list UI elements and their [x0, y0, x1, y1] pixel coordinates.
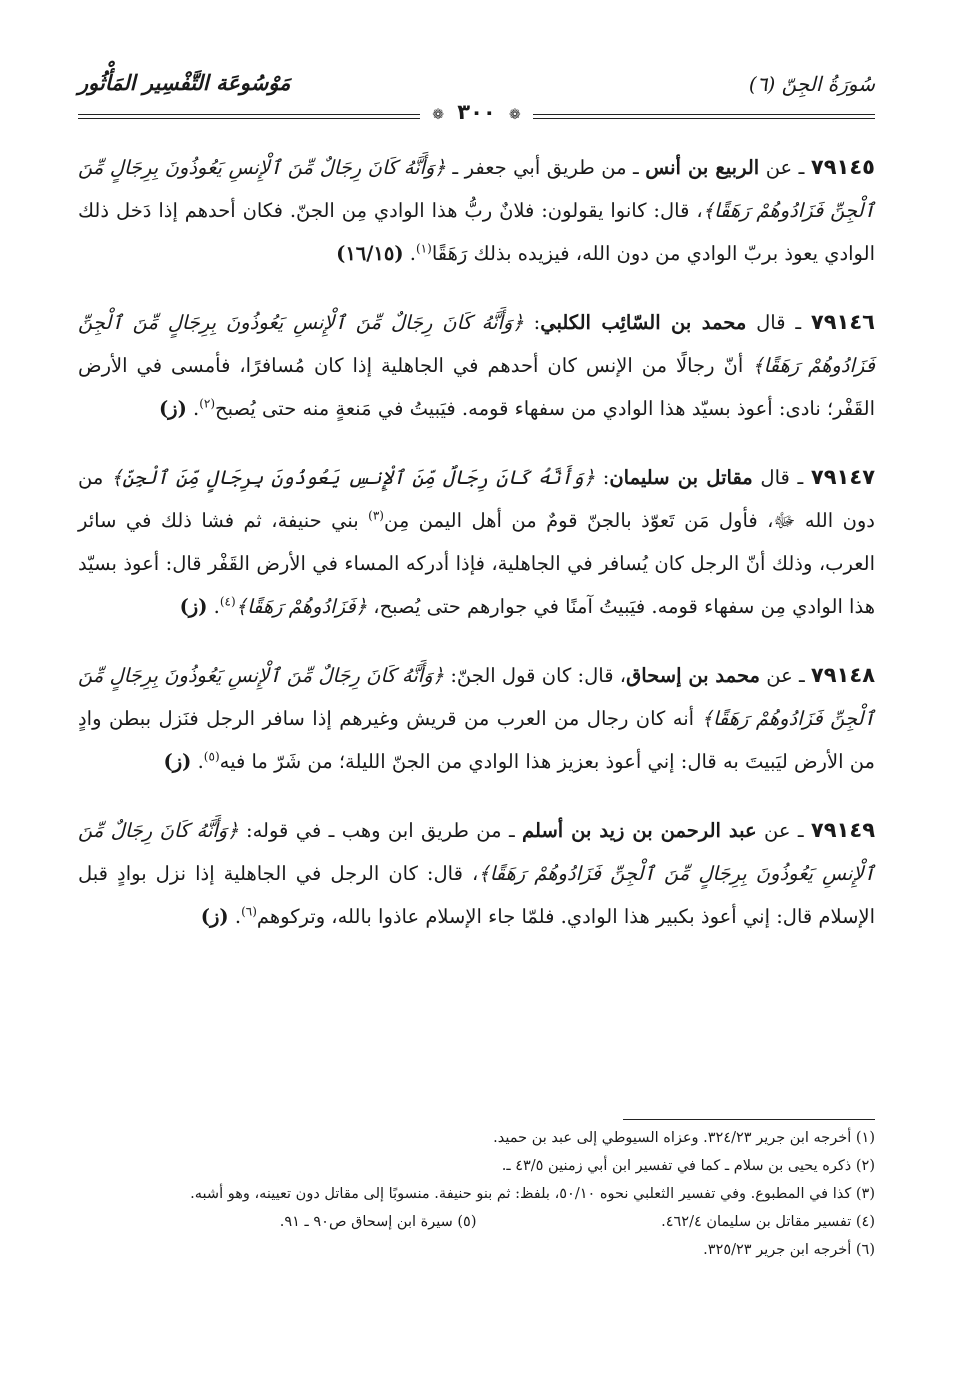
source-code: (١٦/١٥): [336, 242, 404, 265]
narration-text: ـ من طريق أبي جعفر ـ: [445, 156, 646, 179]
ornament-icon: ❁: [509, 107, 521, 123]
narration-text: :: [595, 466, 610, 489]
quran-verse: ﴿وَأَنَّهُ كَانَ رِجَالٌ مِّنَ ٱلْإِنسِ يَعُوذُونَ بِرِجَالٍ مِّنَ ٱلْجِنِّ فَزَادُوهُمْ رَهَقًا﴾: [78, 311, 875, 377]
footnote-5: (٥) سيرة ابن إسحاق ص٩٠ ـ ٩١.: [279, 1214, 477, 1230]
narrator-name: عبد الرحمن بن زيد بن أسلم: [522, 819, 757, 842]
narrator-name: الربيع بن أنس: [645, 156, 760, 179]
footnotes: [78, 1124, 875, 1264]
narration-text: ـ عن: [759, 664, 811, 687]
page-number: ٣٠٠: [457, 100, 496, 124]
narration-text: ، قال: كان قول الجنّ:: [444, 664, 627, 687]
narration-text: ، قال: كانوا يقولون: فلانٌ ربُّ هذا الوادي مِن الجنّ. فكان أحدهم إذا دَخل ذلك الوادي يعوذ بربّ الوادي من دون الله، فيزيده بذلك رَهَقًا: [78, 199, 875, 265]
quran-verse: ﴿فَزَادُوهُمْ رَهَقًا﴾: [235, 595, 368, 618]
narration-text: .: [228, 905, 242, 928]
narration-text: ـ عن: [759, 156, 811, 179]
footnote-ref: (٦): [241, 904, 257, 919]
narration-entry: [78, 301, 875, 430]
narrator-name: محمد بن السّائِب الكلبي: [540, 311, 747, 334]
narration-text: ـ قال: [752, 466, 811, 489]
narration-text: .: [403, 242, 416, 265]
narration-text: .: [191, 750, 204, 773]
quran-verse: ﴿وَأَنَّهُ كَانَ رِجَالٌ مِّنَ ٱلْإِنسِ يَعُوذُونَ بِرِجَالٍ مِّنَ ٱلْجِنِّ فَزَادُوهُمْ رَهَقًا﴾: [78, 664, 875, 730]
narration-text: ـ عن: [756, 819, 811, 842]
footnote-ref: (٥): [203, 749, 220, 764]
quran-verse: ﴿وَأَنَّهُ كَانَ رِجَالٌ مِّنَ ٱلْإِنسِ يَعُوذُونَ بِرِجَالٍ مِّنَ ٱلْجِنِّ فَزَادُوهُمْ رَهَقًا﴾: [78, 819, 875, 885]
source-code: (ز): [179, 595, 208, 618]
narration-entry: [78, 654, 875, 783]
ornament-icon: ❁: [432, 107, 444, 123]
narration-text: ، قال: كان الرجل في الجاهلية إذا نزل بوادٍ قبل الإسلام قال: إني أعوذ بكبير هذا الوادي. فلمّا جاء الإسلام عاذوا بالله، وتركوهم: [78, 862, 875, 928]
narration-text: ـ قال: [746, 311, 811, 334]
book-title: مَوْسُوعَة التَّفْسِير المَأْثُور: [78, 70, 291, 95]
narration-text: أنه كان رجال من العرب من قريش وغيرهم إذا سافر الرجل فنَزل ببطن وادٍ من الأرض ليَبيتَ به قال: إني أعوذ بعزيز هذا الوادي من الجنّ الليلة؛ من شَرّ ما فيه: [78, 707, 875, 773]
narration-number: ٧٩١٤٥: [810, 155, 875, 179]
footnote-2: (٢) ذكره يحيى بن سلام ـ كما في تفسير ابن أبي زمنين ٤٣/٥ ـ.: [501, 1158, 875, 1174]
narration-entry: [78, 146, 875, 275]
footnote-4: (٤) تفسير مقاتل بن سليمان ٤٦٢/٤.: [661, 1214, 875, 1230]
source-code: (ز): [158, 397, 187, 420]
narration-entry: [78, 456, 875, 628]
quran-verse: ﴿وَأَنَّهُ كَانَ رِجَالٌ مِّنَ ٱلْإِنسِ يَعُوذُونَ بِرِجَالٍ مِّنَ ٱلْجِنِّ فَزَادُوهُمْ رَهَقًا﴾: [78, 156, 875, 222]
narration-text: بني حنيفة، ثم فشا ذلك في سائر العرب، وذلك أنّ الرجل كان يُسافر في الجاهلية، فإذا أدركه المساء في الأرض القَفْر قال: أعوذ بسيّد هذا الوادي مِن سفهاء قومه. فيَبيتُ آمنًا في جوارهم حتى يُصبح،: [78, 509, 875, 618]
narration-number: ٧٩١٤٧: [810, 465, 876, 489]
narration-text: من دون الله ﷻ، فأول مَن تَعوّذ بالجنّ قومٌ من أهل اليمن مِن: [78, 466, 875, 532]
footnote-ref: (٣): [368, 508, 384, 523]
footnote-1: (١) أخرجه ابن جرير ٣٢٤/٢٣. وعزاه السيوطي إلى عبد بن حميد.: [493, 1130, 875, 1146]
footnote-divider: [623, 1119, 875, 1120]
source-code: (ز): [163, 750, 192, 773]
narration-text: أنّ رجالًا من الإنس كان أحدهم في الجاهلية إذا كان مُسافرًا، فأمسى في الأرض القَفْر؛ نادى: أعوذ بسيّد هذا الوادي من سفهاء قومه. فيَبيتُ في مَنعةٍ منه حتى يُصبح: [78, 354, 875, 420]
narration-text: :: [523, 311, 541, 334]
narration-text: .: [186, 397, 200, 420]
quran-verse: ﴿وَأَنَّهُ كَانَ رِجَالٌ مِّنَ ٱلْإِنسِ يَعُوذُونَ بِرِجَالٍ مِّنَ ٱلْجِنِّ﴾: [110, 466, 596, 489]
source-code: (ز): [200, 905, 229, 928]
narration-entry: [78, 809, 875, 938]
footnote-ref: (٢): [199, 396, 216, 411]
footnote-row: [78, 1208, 875, 1236]
narration-number: ٧٩١٤٨: [810, 663, 876, 687]
footnote-6: (٦) أخرجه ابن جرير ٣٢٥/٢٣.: [703, 1242, 875, 1258]
narrator-name: محمد بن إسحاق: [626, 664, 760, 687]
surah-title: سُورَةُ الجِنّ (٦): [748, 72, 875, 96]
footnote-ref: (٤): [219, 594, 236, 609]
narration-number: ٧٩١٤٦: [810, 310, 875, 334]
main-text: [78, 146, 875, 964]
footnote-ref: (١): [415, 241, 432, 256]
narration-number: ٧٩١٤٩: [810, 818, 876, 842]
narration-text: .: [207, 595, 220, 618]
narration-text: ـ من طريق ابن وهب ـ في قوله:: [238, 819, 523, 842]
narrator-name: مقاتل بن سليمان: [609, 466, 753, 489]
footnote-3: (٣) كذا في المطبوع. وفي تفسير الثعلبي نحوه ٥٠/١٠، بلفظ: ثم بنو حنيفة. منسوبًا إلى مقاتل دون تعيينه، وهو أشبه.: [190, 1186, 875, 1202]
page-number-box: [0, 100, 953, 124]
